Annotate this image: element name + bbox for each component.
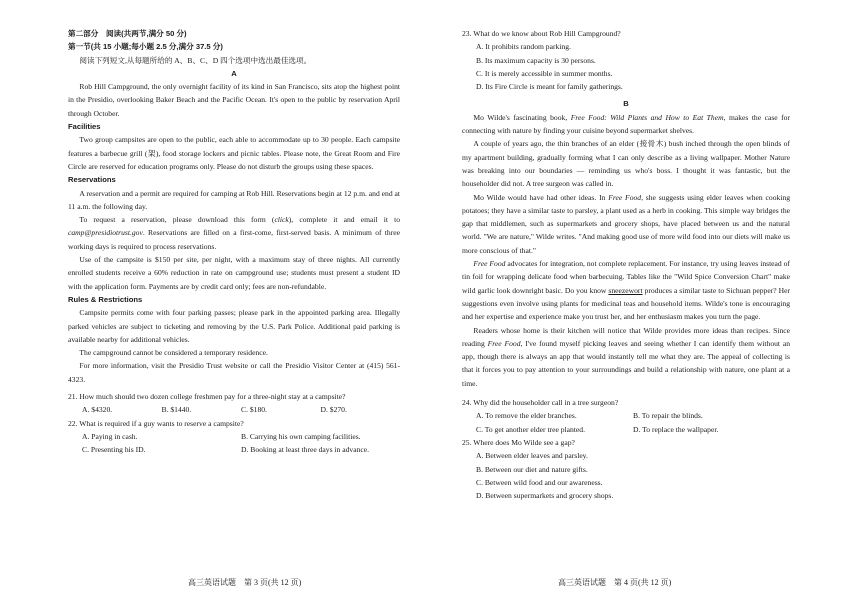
section-title: 第一节(共 15 小题;每小题 2.5 分,满分 37.5 分) xyxy=(68,42,223,52)
q22-option-b: B. Carrying his own camping facilities. xyxy=(241,431,361,441)
q21-option-d: D. $270. xyxy=(320,405,347,415)
passage-b-letter: B xyxy=(623,99,629,109)
rules-paragraph-1: Campsite permits come with four parking passes; please park in the appointed parking area. Illegally parked vehicles are subject to ticketing and removing by the U.S. Park Police. Additional paid parking is available nearby for additional vehicles. xyxy=(68,308,400,344)
q21-option-b: B. $1440. xyxy=(161,405,192,415)
reservations-heading: Reservations xyxy=(68,175,116,185)
rules-heading: Rules & Restrictions xyxy=(68,294,143,304)
facilities-heading: Facilities xyxy=(68,122,101,132)
passage-b-paragraph-1: Mo Wilde's fascinating book, Free Food: Wild Plants and How to Eat Them, makes the case for connecting with nature by finding your cuisine beyond supermarket shelves. xyxy=(462,112,790,136)
reservations-paragraph-1: A reservation and a permit are required for camping at Rob Hill. Reservations begin at 12 p.m. and end at 11 a.m. the following day. xyxy=(68,188,400,211)
passage-b-paragraph-3: Mo Wilde would have had other ideas. In Free Food, she suggests using elder leaves when cooking potatoes; they have a similar taste to parsley, a plant used as a herb in cooking. This simple way bridges the gap that middlemen, such as supermarkets and grocery shops, have placed between us and the natural world. "We are nature," Wilde writes. "And making good use of more wild food into our diets will make us more conscious of that." xyxy=(462,192,790,255)
question-22: 22. What is required if a guy wants to reserve a campsite? xyxy=(68,418,244,428)
rules-paragraph-3: For more information, visit the Presidio Trust website or call the Presidio Visitor Center at (415) 561-4323. xyxy=(68,361,400,384)
q22-option-d: D. Booking at least three days in advance. xyxy=(241,445,369,455)
question-25: 25. Where does Mo Wilde see a gap? xyxy=(462,437,575,447)
book-title: Free Food xyxy=(487,338,521,348)
page-footer-left: 高三英语试题 第 3 页(共 12 页) xyxy=(188,578,302,587)
q24-option-c: C. To get another elder tree planted. xyxy=(476,424,585,434)
q22-option-a: A. Paying in cash. xyxy=(82,431,138,441)
reservations-paragraph-2: To request a reservation, please download this form (click), complete it and email it to camp@presidiotrust.gov. Reservations are filled on a first-come, first-served basis. A minimum of three working days is required to process reservations. xyxy=(68,215,400,251)
q25-option-b: B. Between our diet and nature gifts. xyxy=(476,464,588,474)
question-24-options-row-2 xyxy=(462,423,790,436)
q21-option-c: C. $180. xyxy=(241,405,267,415)
book-title: Free Food: Wild Plants and How to Eat Them xyxy=(570,112,724,122)
question-23: 23. What do we know about Rob Hill Campground? xyxy=(462,29,621,38)
question-24: 24. Why did the householder call in a tree surgeon? xyxy=(462,398,619,408)
q25-option-c: C. Between wild food and our awareness. xyxy=(476,477,603,487)
q23-option-c: C. It is merely accessible in summer months. xyxy=(476,68,613,78)
passage-b-paragraph-5: Readers whose home is their kitchen will notice that Wilde provides more ideas than recipes. Since reading Free Food, I've found myself picking leaves and seeing whether I can identify them without an app, though there is always an app that would instantly tell me what they are. The appeal of collecting is that it forces you to pay attention to your surroundings and build a relationship with nature, one plant at a time. xyxy=(462,325,791,388)
q22-option-c: C. Presenting his ID. xyxy=(82,445,146,455)
left-page xyxy=(68,0,400,600)
q23-option-b: B. Its maximum capacity is 30 persons. xyxy=(476,55,596,65)
book-title: Free Food xyxy=(473,259,506,269)
email-address: camp@presidiotrust.gov xyxy=(68,228,143,238)
q24-option-b: B. To repair the blinds. xyxy=(633,411,703,421)
passage-b-paragraph-2: A couple of years ago, the thin branches of an elder (接骨木) bush inched through the open blinds of my apartment building, gradually forming what I can only describe as a living wallpaper. Mother Nature was breaking into our boundaries — reminding us who's boss. I thought it was fantastic, but the householder did not. A tree surgeon was called in. xyxy=(462,139,790,189)
page-footer-right: 高三英语试题 第 4 页(共 12 页) xyxy=(558,578,672,587)
question-21: 21. How much should two dozen college freshmen pay for a three-night stay at a campsite? xyxy=(68,392,346,402)
passage-a-intro: Rob Hill Campground, the only overnight facility of its kind in San Francisco, sits atop the highest point in the Presidio, overlooking Baker Beach and the Pacific Ocean. It's open to the public by reservation April through October. xyxy=(68,82,400,118)
question-22-options-row-2 xyxy=(68,443,400,456)
right-page xyxy=(462,0,790,600)
facilities-text: Two group campsites are open to the public, each able to accommodate up to 30 people. Each campsite features a barbecue grill (架), food storage lockers and picnic tables. Please note, the Great Room and Fire Circle are reserved for education programs only. Please do not disturb the groups using these spaces. xyxy=(68,135,400,171)
q23-option-d: D. Its Fire Circle is meant for family gatherings. xyxy=(476,82,623,92)
q24-option-d: D. To replace the wallpaper. xyxy=(633,424,719,434)
click-link[interactable]: click xyxy=(274,215,289,225)
q24-option-a: A. To remove the elder branches. xyxy=(476,411,577,421)
q23-option-a: A. It prohibits random parking. xyxy=(476,42,571,52)
question-24-options-row-1 xyxy=(462,409,790,422)
instruction: 阅读下列短文,从每题所给的 A、B、C、D 四个选项中选出最佳选项。 xyxy=(79,55,312,65)
q25-option-d: D. Between supermarkets and grocery shops. xyxy=(476,491,614,501)
question-21-options xyxy=(68,403,400,416)
q25-option-a: A. Between elder leaves and parsley. xyxy=(476,451,588,461)
question-22-options-row-1 xyxy=(68,430,400,443)
passage-b-paragraph-4: Free Food advocates for integration, not complete replacement. For instance, try using leaves instead of tin foil for wrapping delicate food when barbecuing. Tables like the "Wild Spice Conversion Chart" make wild garlic look downright basic. Do you know sneezewort produces a similar taste to Sichuan pepper? Her suggestions even involve using plants for medicinal teas and household items. Wilde's tone is encouraging and her expertise and experience make you trust her, and her enthusiasm makes you turn the page. xyxy=(462,259,791,322)
reservations-paragraph-3: Use of the campsite is $150 per site, per night, with a maximum stay of three nights. All currently enrolled students receive a 60% reduction in rate on campground use; students must present a student ID with the application form. Payments are by credit card only; fees are non-refundable. xyxy=(68,255,400,291)
rules-paragraph-2: The campground cannot be considered a temporary residence. xyxy=(79,348,268,358)
book-title: Free Food xyxy=(608,192,642,202)
part-title: 第二部分 阅读(共两节,满分 50 分) xyxy=(68,29,187,38)
underlined-word: sneezewort xyxy=(608,285,643,295)
passage-a-letter: A xyxy=(231,68,237,78)
q21-option-a: A. $4320. xyxy=(82,405,113,415)
